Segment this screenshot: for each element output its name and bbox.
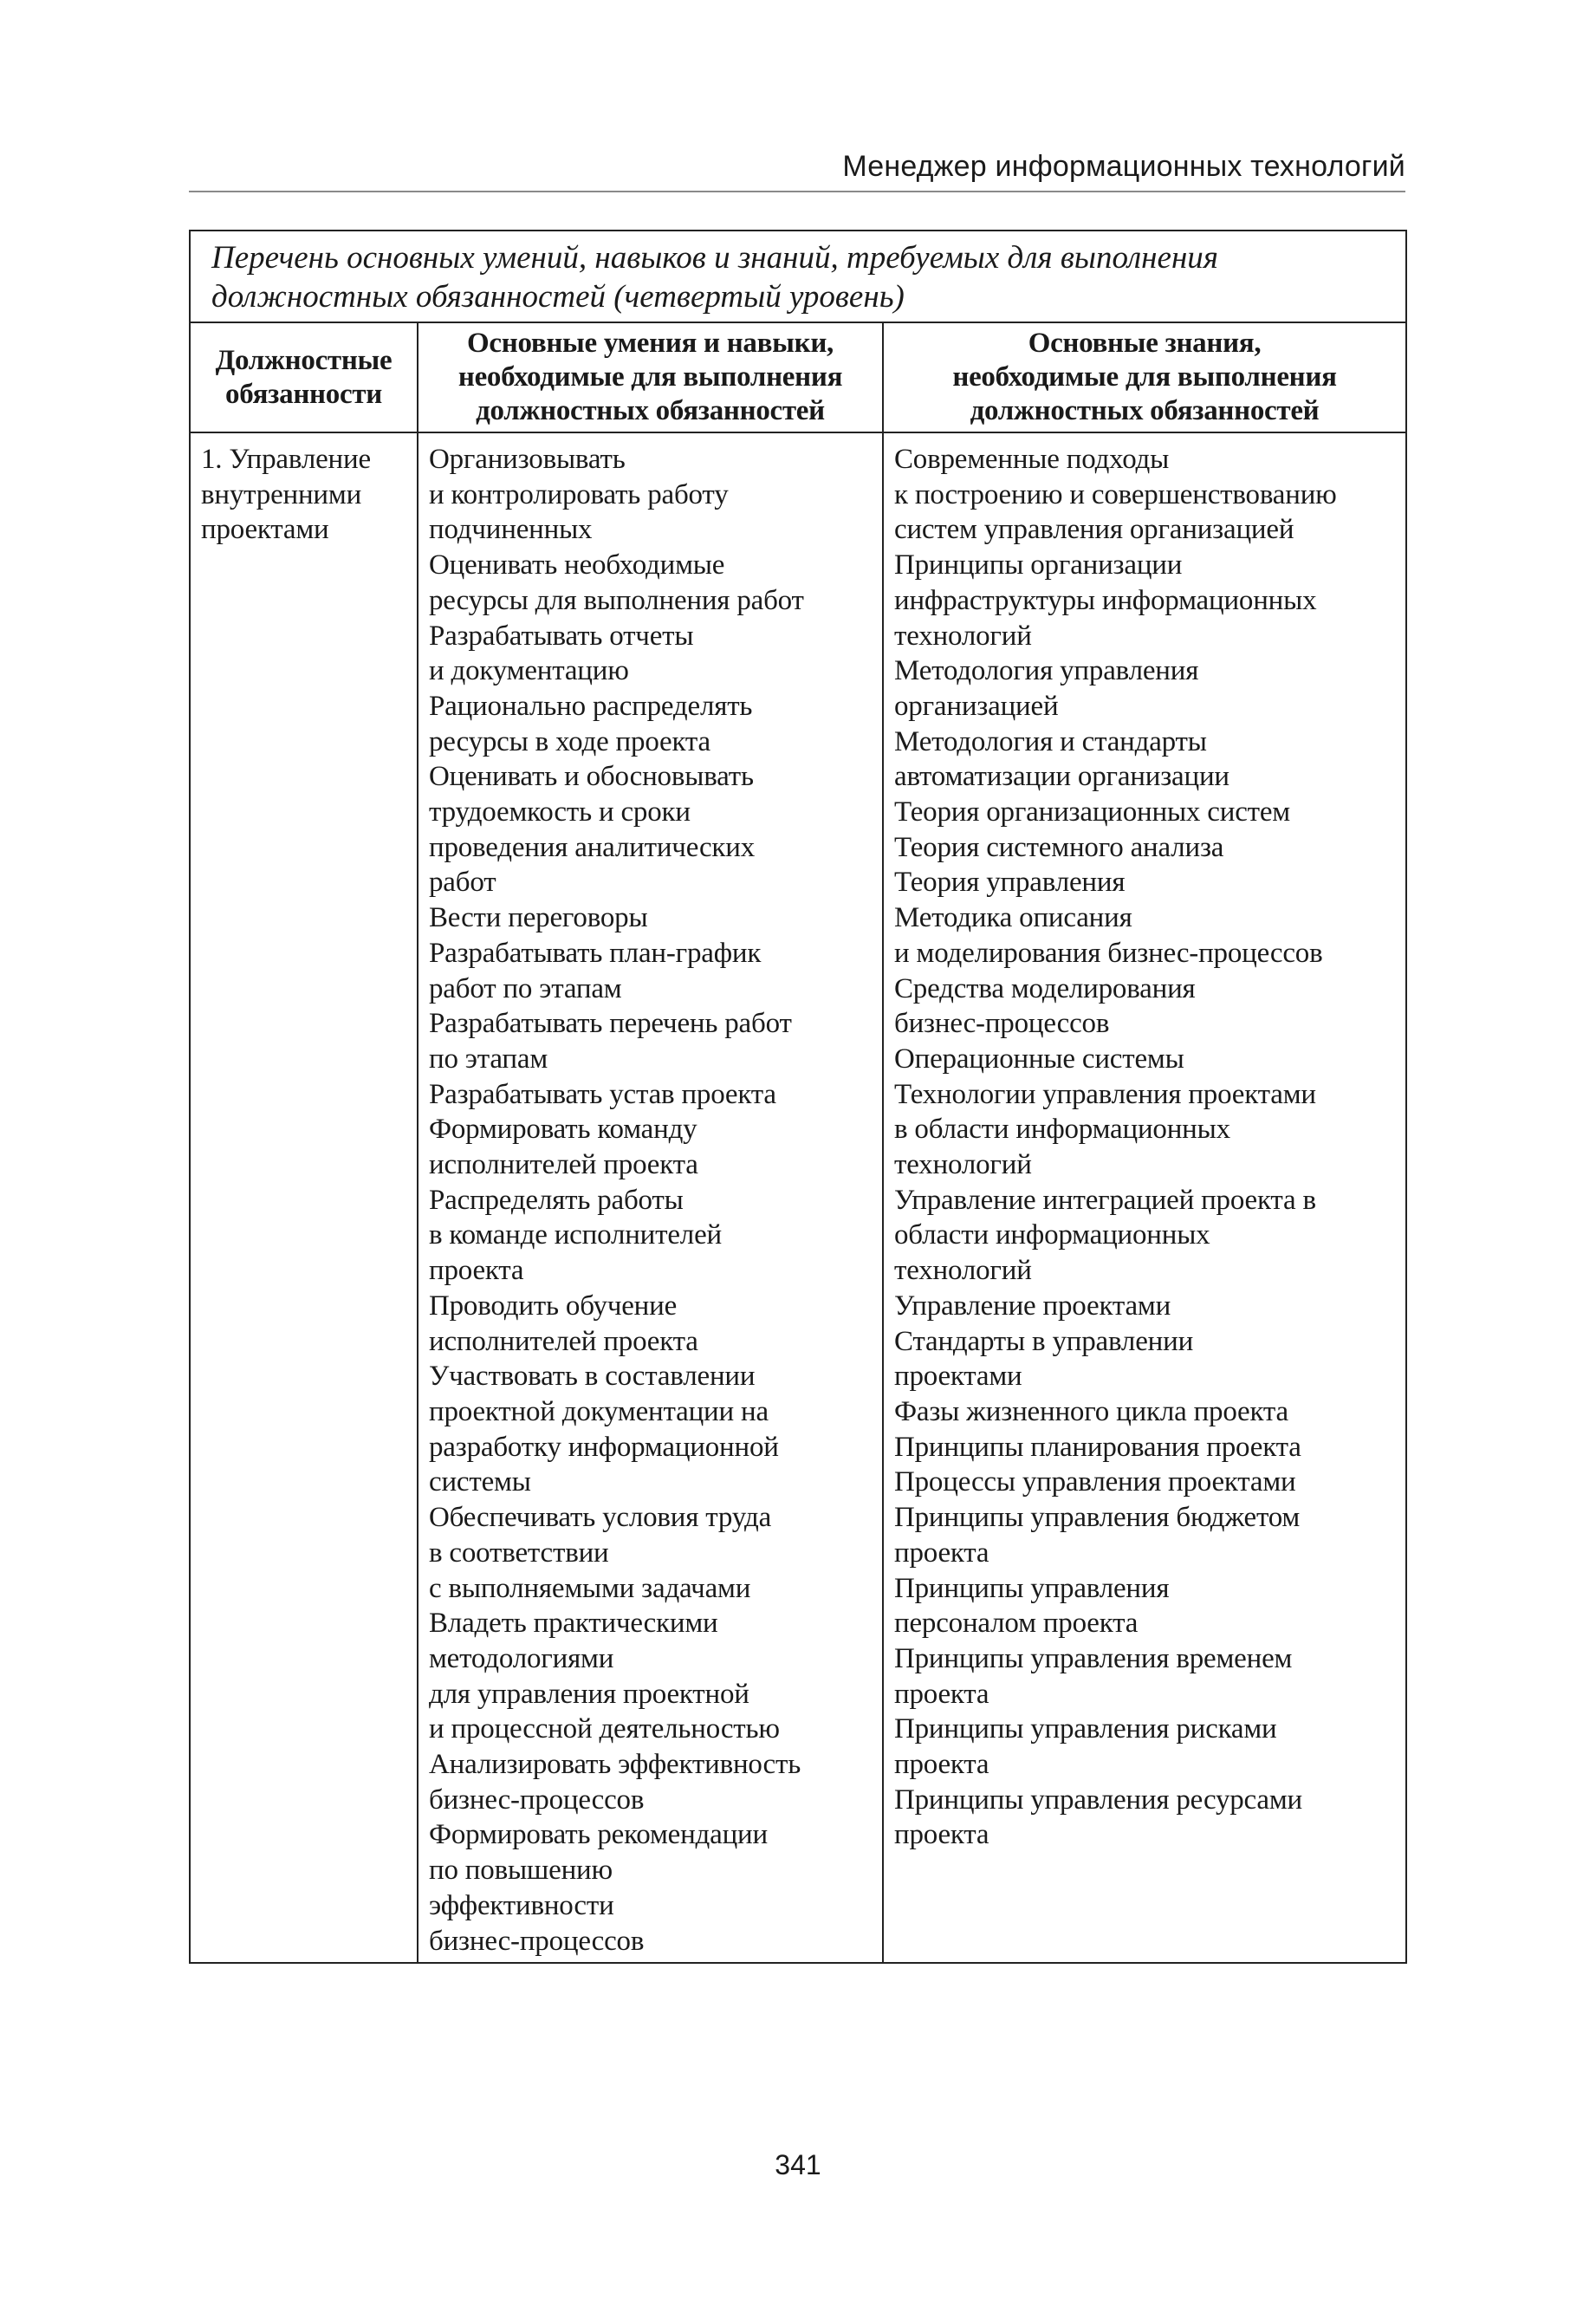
cell-line: технологий: [894, 1149, 1032, 1181]
cell-line: систем управления организацией: [894, 514, 1294, 546]
cell-line: работ по этапам: [429, 972, 622, 1004]
cell-line: Участвовать в составлении: [429, 1361, 756, 1393]
cell-line: Теория системного анализа: [894, 831, 1224, 863]
duty-cell: [190, 432, 418, 1963]
table-row: [190, 432, 1406, 1963]
cell-line: организацией: [894, 690, 1059, 722]
cell-line: исполнителей проекта: [429, 1149, 698, 1181]
header-line: обязанности: [225, 378, 382, 410]
cell-line: ресурсы в ходе проекта: [429, 725, 710, 757]
cell-line: и моделирования бизнес-процессов: [894, 937, 1323, 969]
cell-line: проекта: [894, 1537, 989, 1569]
cell-line: инфраструктуры информационных: [894, 584, 1317, 616]
cell-line: и документацию: [429, 655, 629, 687]
knowledge-cell: [883, 432, 1406, 1963]
cell-line: методологиями: [429, 1642, 614, 1674]
cell-line: Формировать команду: [429, 1114, 697, 1146]
cell-line: Технологии управления проектами: [894, 1078, 1316, 1110]
cell-line: в области информационных: [894, 1114, 1230, 1146]
cell-line: бизнес-процессов: [894, 1008, 1110, 1040]
header-line: Основные умения и навыки,: [467, 328, 834, 359]
cell-line: Рационально распределять: [429, 690, 753, 722]
cell-line: Методология управления: [894, 655, 1199, 687]
cell-line: и процессной деятельностью: [429, 1713, 780, 1745]
cell-line: Разрабатывать отчеты: [429, 620, 694, 652]
cell-line: проекта: [894, 1819, 989, 1851]
cell-line: 1. Управление: [201, 444, 371, 475]
cell-line: технологий: [894, 1255, 1032, 1287]
cell-line: Разрабатывать перечень работ: [429, 1008, 792, 1040]
cell-line: Управление интеграцией проекта в: [894, 1184, 1316, 1216]
cell-line: Теория управления: [894, 867, 1126, 899]
cell-line: Методология и стандарты: [894, 725, 1207, 757]
caption-line: должностных обязанностей (четвертый уровень): [211, 279, 905, 315]
table-caption-row: [190, 231, 1406, 322]
header-rule: [189, 191, 1405, 192]
cell-line: Средства моделирования: [894, 972, 1196, 1004]
cell-line: Процессы управления проектами: [894, 1466, 1296, 1498]
cell-line: Разрабатывать устав проекта: [429, 1078, 776, 1110]
cell-line: Распределять работы: [429, 1184, 684, 1216]
cell-line: Оценивать необходимые: [429, 549, 725, 581]
header-line: должностных обязанностей: [476, 395, 825, 426]
cell-line: системы: [429, 1466, 531, 1498]
header-duties: [190, 322, 418, 432]
cell-line: Принципы управления рисками: [894, 1713, 1277, 1745]
cell-line: с выполняемыми задачами: [429, 1572, 751, 1604]
competency-table: [189, 230, 1407, 1964]
cell-line: проекта: [894, 1749, 989, 1781]
cell-line: Методика описания: [894, 902, 1132, 934]
cell-line: проектами: [894, 1361, 1022, 1393]
cell-line: эффективности: [429, 1889, 614, 1921]
cell-line: Принципы управления временем: [894, 1642, 1293, 1674]
cell-line: в команде исполнителей: [429, 1219, 722, 1251]
cell-line: проекта: [429, 1255, 524, 1287]
table-caption: [190, 231, 1406, 322]
cell-line: Операционные системы: [894, 1043, 1184, 1075]
header-line: Должностные: [215, 344, 393, 376]
cell-line: к построению и совершенствованию: [894, 478, 1337, 510]
cell-line: области информационных: [894, 1219, 1210, 1251]
cell-line: и контролировать работу: [429, 478, 729, 510]
cell-line: Управление проектами: [894, 1290, 1171, 1322]
cell-line: Анализировать эффективность: [429, 1749, 801, 1781]
cell-line: Принципы управления: [894, 1572, 1170, 1604]
cell-line: Вести переговоры: [429, 902, 648, 934]
cell-line: в соответствии: [429, 1537, 609, 1569]
cell-line: Стандарты в управлении: [894, 1325, 1194, 1357]
cell-line: Фазы жизненного цикла проекта: [894, 1395, 1288, 1427]
cell-line: персоналом проекта: [894, 1608, 1139, 1640]
cell-line: автоматизации организации: [894, 761, 1229, 793]
cell-line: Обеспечивать условия труда: [429, 1502, 772, 1534]
cell-line: проектной документации на: [429, 1395, 769, 1427]
header-line: необходимые для выполнения: [952, 361, 1337, 393]
cell-line: по повышению: [429, 1855, 613, 1887]
cell-line: разработку информационной: [429, 1431, 779, 1463]
cell-line: Принципы планирования проекта: [894, 1431, 1301, 1463]
cell-line: Оценивать и обосновывать: [429, 761, 754, 793]
header-knowledge: [883, 322, 1406, 432]
skills-cell: [418, 432, 883, 1963]
header-line: должностных обязанностей: [970, 395, 1320, 426]
cell-line: Проводить обучение: [429, 1290, 678, 1322]
caption-line: Перечень основных умений, навыков и знаний, требуемых для выполнения: [211, 240, 1218, 276]
cell-line: Владеть практическими: [429, 1608, 718, 1640]
cell-line: подчиненных: [429, 514, 593, 546]
cell-line: внутренними: [201, 478, 362, 510]
cell-line: Теория организационных систем: [894, 796, 1290, 828]
cell-line: проекта: [894, 1678, 989, 1710]
cell-line: технологий: [894, 620, 1032, 652]
cell-line: бизнес-процессов: [429, 1925, 645, 1957]
cell-line: Принципы управления ресурсами: [894, 1783, 1302, 1816]
cell-line: бизнес-процессов: [429, 1783, 645, 1816]
cell-line: исполнителей проекта: [429, 1325, 698, 1357]
cell-line: по этапам: [429, 1043, 548, 1075]
header-line: Основные знания,: [1028, 328, 1262, 359]
cell-line: проведения аналитических: [429, 831, 756, 863]
running-header: Менеджер информационных технологий: [842, 150, 1405, 183]
cell-line: Организовывать: [429, 444, 626, 475]
cell-line: Разрабатывать план-график: [429, 937, 762, 969]
table-header-row: [190, 322, 1406, 432]
cell-line: Формировать рекомендации: [429, 1819, 768, 1851]
cell-line: работ: [429, 867, 496, 899]
cell-line: Принципы организации: [894, 549, 1183, 581]
cell-line: трудоемкость и сроки: [429, 796, 691, 828]
cell-line: ресурсы для выполнения работ: [429, 584, 804, 616]
cell-line: Современные подходы: [894, 444, 1170, 475]
cell-line: Принципы управления бюджетом: [894, 1502, 1301, 1534]
header-skills: [418, 322, 883, 432]
cell-line: проектами: [201, 514, 329, 546]
header-line: необходимые для выполнения: [457, 361, 843, 393]
cell-line: для управления проектной: [429, 1678, 749, 1710]
page-number: 341: [775, 2149, 821, 2180]
